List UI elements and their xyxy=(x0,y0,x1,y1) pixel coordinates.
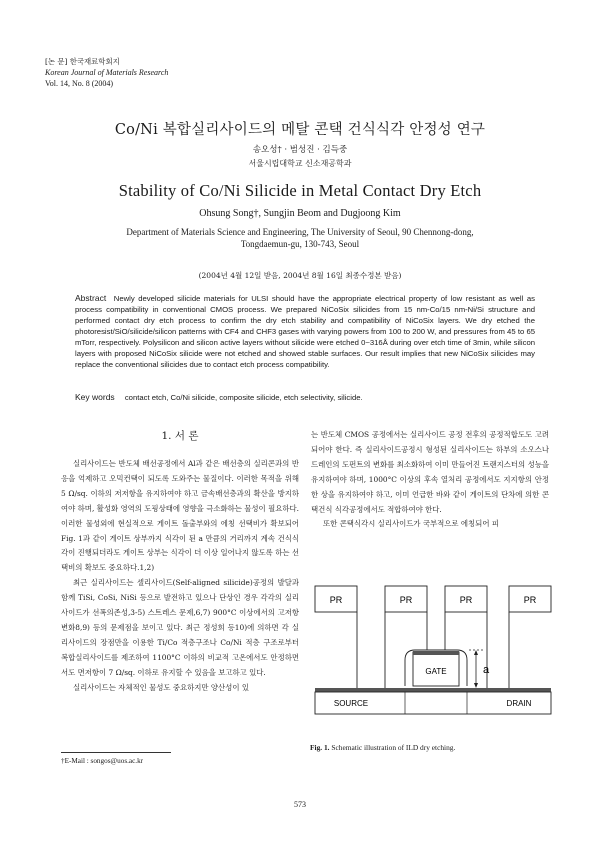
section-heading-introduction: 1. 서 론 xyxy=(161,430,199,442)
keywords-label: Key words xyxy=(75,392,115,402)
drain-label: DRAIN xyxy=(506,699,532,708)
pr-label-3: PR xyxy=(459,595,473,605)
journal-line-ko: [논 문] 한국재료학회지 xyxy=(45,57,120,66)
paragraph: 는 반도체 CMOS 공정에서는 실리사이드 공정 전후의 공정적합도도 고려되어야 한다. 즉 실리사이드공정시 형성된 실리사이드는 하부의 소오스나 드레인의 도펀트의 변화를 최소화하여 이미 만들어진 트랜지스터의 성능을 유지하여야 하며, 1000°C 이상의 후속 열처리 공정에서도 지지항의 안정한 상을 유지하여야 하고, 이미 언급한 바와 같이 게이트의 단차에 의한 콘택건식 식각공정에서도 적합하여야 한다. xyxy=(311,430,549,514)
pr-label-4: PR xyxy=(523,595,537,605)
pr-label-2: PR xyxy=(399,595,413,605)
abstract-text: Newly developed silicide materials for ULSI should have the appropriate electrical property of low resistant as well as process compatibility in conventional CMOS process. We prepared NiCoSix silicides from 15 nm-Co/15 nm-Ni/Si structure and performed contact dry etch process to confirm the dry etch stability and compatibility of NiCoSix layers. We dry etched the photoresist/SiO/silicide/silicon patterns with CF4 and CHF3 gases with varying powers from 100 to 200 W, and pressures from 45 to 65 mTorr, respectively. Polysilicon and silicon active layers without silicide were etched 0~316Å during over etch time of 3min, while silicon layers with proposed NiCoSix silicide were not etched and showed stable surfaces. Our result implies that new NiCoSix silicides may replace the conventional silicides due to contact etch process compatibility. xyxy=(75,294,535,369)
keywords xyxy=(75,392,535,402)
gate-label: GATE xyxy=(425,667,447,676)
footnote-divider xyxy=(61,752,171,753)
left-column xyxy=(61,457,299,696)
abstract-label: Abstract xyxy=(75,293,107,303)
silicide-layer xyxy=(315,688,551,692)
keywords-text: contact etch, Co/Ni silicide, composite silicide, etch selectivity, silicide. xyxy=(124,393,363,402)
title-english: Stability of Co/Ni Silicide in Metal Contact Dry Etch xyxy=(118,181,482,200)
gate-silicide xyxy=(413,651,459,655)
figure-caption-number: Fig. 1. xyxy=(310,743,330,752)
abstract xyxy=(75,293,535,370)
source-label: SOURCE xyxy=(333,699,369,708)
journal-volume: Vol. 14, No. 8 (2004) xyxy=(45,79,114,88)
paragraph: 또한 콘택식각시 실리사이드가 국부적으로 에칭되어 피 xyxy=(323,519,499,529)
figure-caption xyxy=(310,743,550,752)
pr-label-1: PR xyxy=(329,595,343,605)
dimension-a-label: a xyxy=(483,664,490,676)
title-korean: Co/Ni 복합실리사이드의 메탈 콘택 건식식각 안정성 연구 xyxy=(114,122,486,138)
authors-korean: 송오성† · 범성진 · 김득중 xyxy=(252,145,348,155)
authors-english: Ohsung Song†, Sungjin Beom and Dugjoong Kim xyxy=(199,208,401,219)
journal-name-en: Korean Journal of Materials Research xyxy=(45,68,169,77)
journal-header xyxy=(45,56,168,89)
page-number: 573 xyxy=(294,800,306,809)
figure-ild-dry-etch xyxy=(313,578,553,728)
right-column xyxy=(311,428,549,532)
affiliation-english-line1: Department of Materials Science and Engineering, The University of Seoul, 90 Chennong-dong, xyxy=(126,227,474,237)
affiliation-korean: 서울시립대학교 신소재공학과 xyxy=(248,159,352,168)
paragraph: 실리사이드는 자체적인 물성도 중요하지만 양산성이 있 xyxy=(73,682,249,692)
received-dates: (2004년 4월 12일 받음, 2004년 8월 16일 최종수정본 받음) xyxy=(198,271,402,280)
figure-caption-text: Schematic illustration of ILD dry etching. xyxy=(331,743,456,752)
affiliation-english-line2: Tongdaemun-gu, 130-743, Seoul xyxy=(240,239,360,249)
affiliation-english xyxy=(0,226,600,250)
footnote-email: †E-Mail : songos@uos.ac.kr xyxy=(61,757,144,765)
paragraph: 실리사이드는 반도체 배선공정에서 Al과 같은 배선층의 실리콘과의 반응을 억제하고 오믹컨택이 되도록 도와주는 물질이다. 이러한 목적을 위해 5 Ω/sq. 이하의 저저항을 유지하여야 하고 금속배선층과의 확산을 방지하여야 하며, 활성화 영역의 도핑상태에 영향을 극소화하는 물성이 필요하다. 이러한 물성외에 현실적으로 게이트 돌출부와의 에칭 선택비가 확보되어 Fig. 1과 같이 게이트 상부까지 식각이 된 a 만큼의 거리까지 계속 건식식각이 진행되더라도 게이트 상부는 식각이 더 이상 일어나지 않도록 하는 선택비의 확보도 중요하다.1,2) xyxy=(61,459,299,573)
paragraph: 최근 실리사이드는 셀리사이드(Self-aligned silicide)공정의 발달과 함께 TiSi, CoSi, NiSi 등으로 발전하고 있으나 단상인 경우 각각의 실리사이드가 선폭의존성,3-5) 스트레스 문제,6,7) 900°C 이상에서의 고저항 변화8,9) 등의 문제점을 보이고 있다. 최근 정성희 등10)에 의하면 각 실리사이드의 장점만을 이용한 Ti/Co 적층구조나 Co/Ni 적층 구조로부터 복합실리사이드를 제조하여 1100°C 이하의 비교적 고온에서도 안정하면서도 면저항이 7 Ω/sq. 이하로 유지할 수 있음을 보고하고 있다. xyxy=(61,578,299,677)
